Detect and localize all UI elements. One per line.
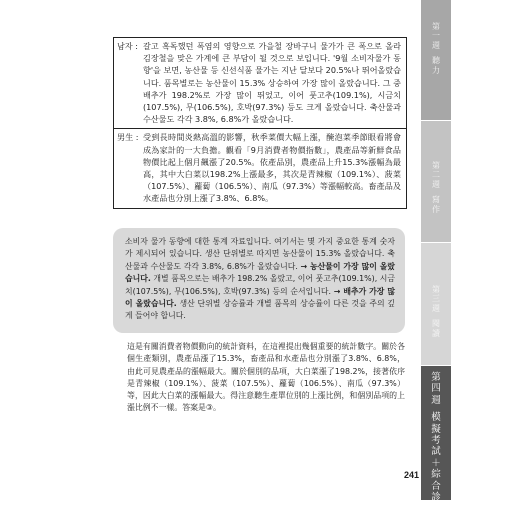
tab-char: 模: [431, 412, 441, 424]
tab-char: 一: [432, 31, 440, 41]
tab-week-4-week: [431, 372, 441, 406]
tab-char: 週: [431, 394, 441, 406]
explanation-text: 개별 품목으로는 배추가 198.2% 올랐고, 이어 풋고추(109.1%), 시금치(107.5%), 무(106.5%), 호박(97.3%) 등의 순서입니다.: [125, 274, 395, 296]
tab-char: 試: [431, 446, 441, 458]
tab-char: 寫: [432, 195, 440, 205]
dialogue-text-korean: 갈고 혹독했던 폭염의 영향으로 가을철 장바구니 물가가 큰 폭으로 올라 김장철을 맞은 가계에 큰 부담이 될 것으로 보입니다. '9월 소비자물가 동향'을 보면, 농산물 등 신선식품 물가는 지난 달보다 20.5%나 뛰어올랐습니다. 품목별로는 농산물이 15.3% 상승하여 가장 많이 올랐습니다. 그 중 배추가 198.2%로 가장 많이 뛰었고, 이어 풋고추(109.1%), 시금치(107.5%), 무(106.5%), 호박(97.3%) 등도 크게 올랐습니다. 축산물과 수산물도 각각 3.8%, 6.8%가 올랐습니다.: [143, 41, 401, 125]
tab-week-2[interactable]: [421, 121, 451, 242]
tab-char: 週: [432, 179, 440, 189]
tab-char: 考: [431, 435, 441, 447]
tab-char: 閱: [432, 319, 440, 329]
tab-week-3[interactable]: [421, 243, 451, 365]
tab-char: 作: [432, 204, 440, 214]
tab-week-2-week: [432, 161, 440, 189]
tab-char: 擬: [431, 423, 441, 435]
explanation-text: 소비자 물가 동향에 대한 통계 자료입니다. 여기서는 몇 가지 중요한 통계 숫자가 제시되어 있습니다. 생산 단위별로 따지면 농산물이 15.3% 올랐습니다. 축산물과 수산물도 각각 3.8%, 6.8%가 올랐습니다.: [125, 237, 395, 271]
tab-week-3-week: [432, 285, 440, 313]
tab-char: 第: [432, 285, 440, 294]
tab-char: 四: [431, 383, 441, 395]
tab-char: 週: [432, 303, 440, 313]
translation-paragraph: 這是有關消費者物價動向的統計資料，在這裡提出幾個重要的統計數字。關於各個生產類別，農產品漲了15.3%，畜產品和水產品也分別漲了3.8%、6.8%，由此可見農產品的漲幅最大。關於個別的品項，大白菜漲了198.2%，接著依序是青辣椒（109.1%）、菠菜（107.5%）、蘿蔔（106.5%）、南瓜（97.3%）等，因此大白菜的漲幅最大。得注意聽生產單位別的上漲比例，和個別品項的上漲比例不一樣。答案是③。: [127, 342, 405, 413]
dialogue-row-chinese: [114, 128, 406, 207]
dialogue-table: [113, 37, 407, 209]
tab-char: 第: [432, 161, 440, 170]
explanation-highlight: → 농산물이 가장 많이 올랐습니다.: [125, 261, 395, 284]
tab-char: 第: [431, 372, 441, 383]
tab-week-1[interactable]: [421, 0, 451, 120]
tab-week-2-title: [432, 195, 440, 214]
tab-char: 第: [432, 22, 440, 31]
dialogue-row-korean: [114, 38, 406, 128]
tab-char: 斷: [431, 503, 441, 515]
page-number: 241: [403, 470, 419, 480]
dialogue-text-chinese: 受到長時間炎熱高溫的影響，秋季菜價大幅上漲，醃泡菜季節眼看將會成為家計的一大負擔。觀看「9月消費者物價指數」，農產品等新鮮食品物價比起上個月飆漲了20.5%。依產品別，農產品上升15.3%漲幅為最高，其中大白菜以198.2%上漲最多，其次是青辣椒（109.1%）、菠菜（107.5%）、蘿蔔（106.5%）、南瓜（97.3%）等漲幅較高。畜產品及水產品也分別上漲了3.8%、6.8%。: [143, 132, 401, 204]
tab-char: 二: [432, 170, 440, 180]
tab-char: 合: [431, 480, 441, 492]
explanation-highlight: → 배추가 가장 많이 올랐습니다.: [125, 286, 396, 309]
tab-char: 讀: [432, 328, 440, 338]
tab-char: 綜: [431, 469, 441, 481]
tab-week-1-week: [432, 22, 440, 50]
tab-week-3-title: [432, 319, 440, 338]
tab-char: 力: [432, 65, 440, 75]
tab-week-1-title: [432, 56, 440, 75]
tab-char: ＋: [431, 457, 441, 469]
tab-char: 週: [432, 40, 440, 50]
tab-week-4[interactable]: [421, 366, 451, 515]
tab-week-4-title: [431, 412, 441, 515]
explanation-text: 생산 단위별 상승률과 개별 품목의 상승률이 다른 것을 주의 깊게 들어야 합니다.: [125, 299, 395, 321]
tab-char: 三: [432, 294, 440, 304]
tab-char: 聽: [432, 56, 440, 66]
explanation-box: [113, 228, 405, 333]
speaker-label: 남자 :: [117, 41, 138, 51]
tab-char: 診: [431, 492, 441, 504]
speaker-label: 男生 :: [117, 132, 139, 143]
